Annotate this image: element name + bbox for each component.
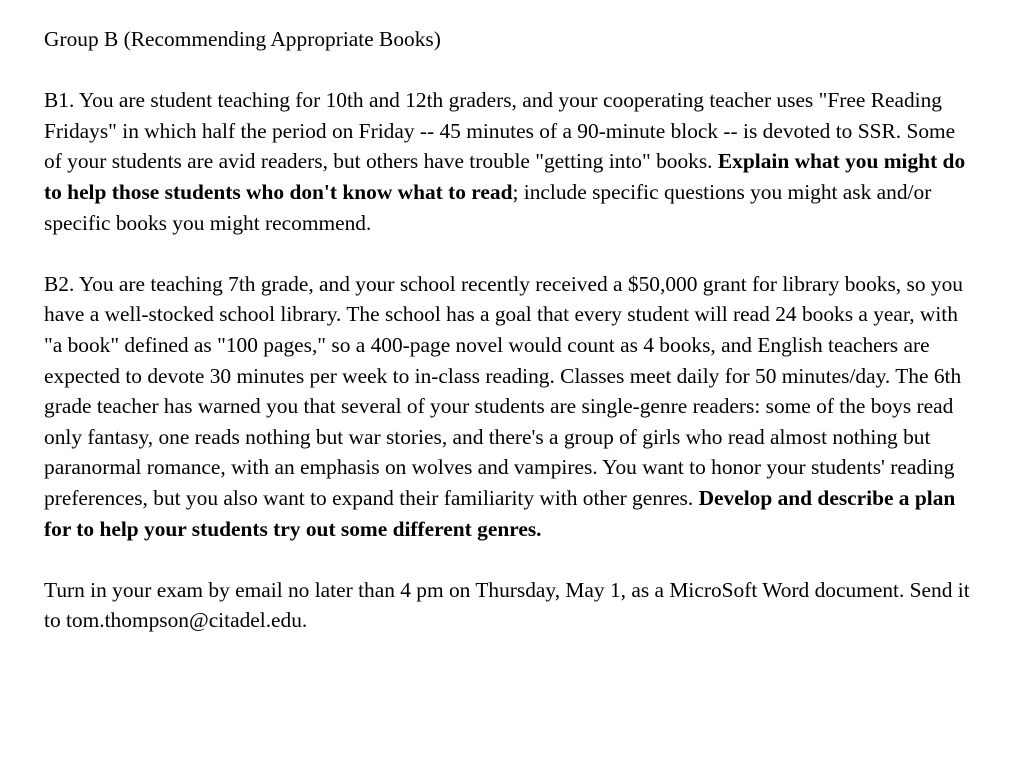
question-b1 — [44, 85, 974, 238]
submission-instructions: Turn in your exam by email no later than 4 pm on Thursday, May 1, as a MicroSoft Word document. Send it to tom.thompson@citadel.edu. — [44, 577, 970, 633]
question-b2 — [44, 269, 974, 544]
exam-document — [44, 24, 974, 636]
question-b2-prompt: Develop and describe a plan for to help your students try out some different genres. — [44, 485, 956, 541]
question-b1-text: B1. You are student teaching for 10th and 12th graders, and your cooperating teacher uses "Free Reading Fridays" in which half the period on Friday -- 45 minutes of a 90-minute block -- is devoted to SSR. Some of your students are avid readers, but others have trouble "getting into" books. — [44, 88, 956, 174]
question-b1-text-end: ; include specific questions you might ask and/or specific books you might recommend. — [44, 179, 932, 235]
group-heading: Group B (Recommending Appropriate Books) — [44, 27, 441, 51]
question-b1-prompt: Explain what you might do to help those students who don't know what to read — [44, 149, 966, 204]
question-b2-text: B2. You are teaching 7th grade, and your school recently received a $50,000 grant for library books, so you have a well-stocked school library. The school has a goal that every student will read 24 books a year, with "a book" defined as "100 pages," so a 400-page novel would count as 4 books, and English teachers are expected to devote 30 minutes per week to in-class reading. Classes meet daily for 50 minutes/day. The 6th grade teacher has warned you that several of your students are single-genre readers: some of the boys read only fantasy, one reads nothing but war stories, and there's a group of girls who read almost nothing but paranormal romance, with an emphasis on wolves and vampires. You want to honor your students' reading preferences, but you also want to expand their familiarity with other genres. — [44, 271, 963, 510]
